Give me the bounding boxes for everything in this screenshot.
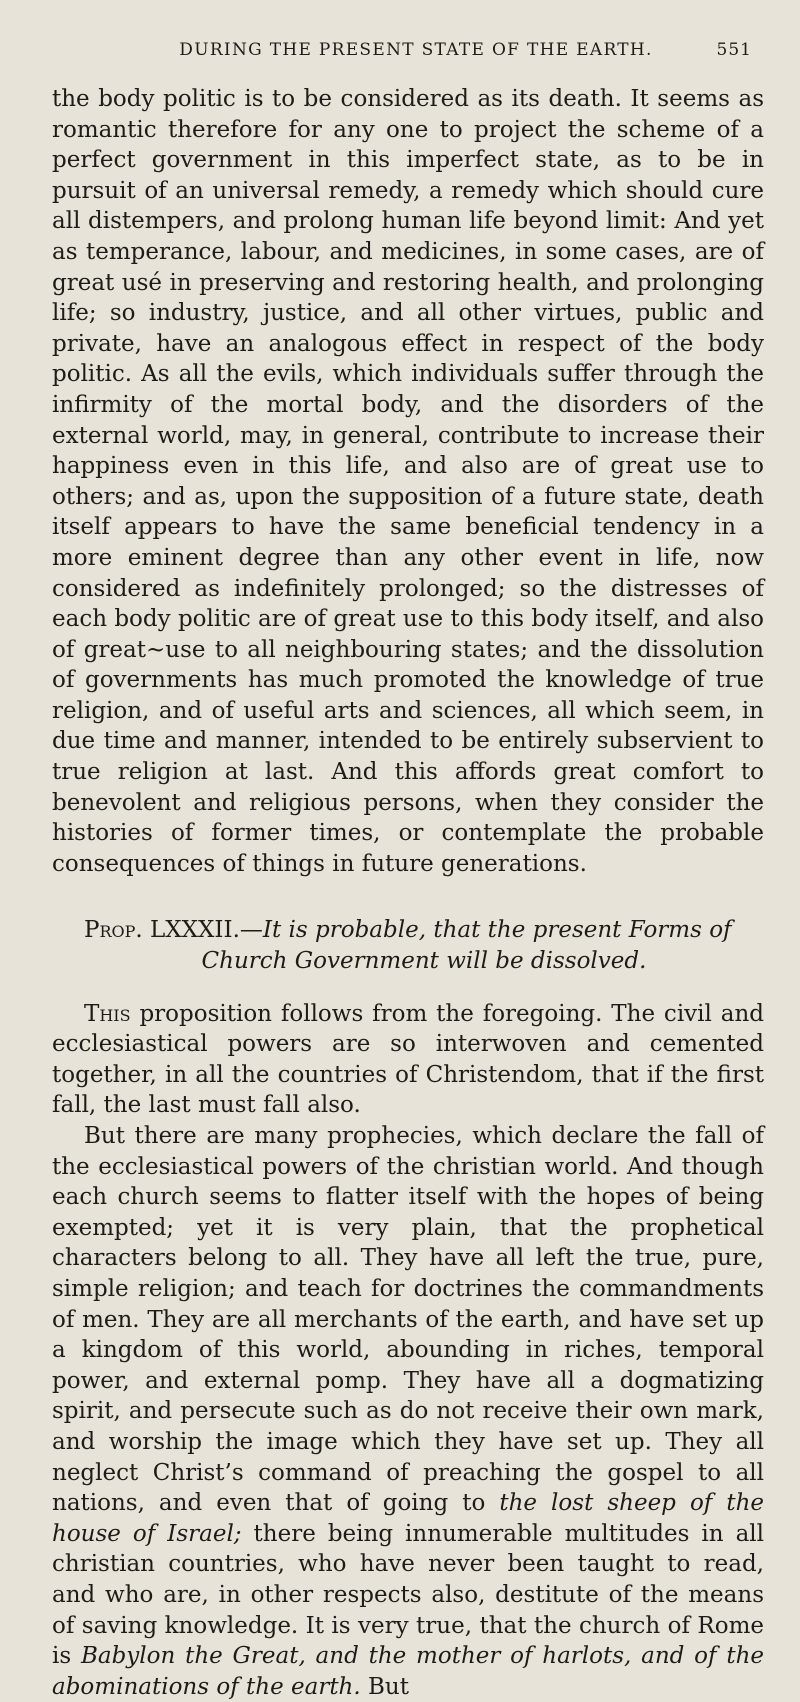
running-title: DURING THE PRESENT STATE OF THE EARTH.: [179, 40, 653, 60]
paragraph-continued: the body politic is to be considered as its death. It seems as romantic therefore for any one to project the scheme of a perfect government in this imperfect state, as to be in pursuit of an universal remedy, a remedy which should cure all distempers, and prolong human life beyond limit: And yet as temperance, labour, and medicines, in some cases, are of great usé in preserving and restoring health, and prolonging life; so industry, justice, and all other virtues, public and private, have an analogous effect in respect of the body politic. As all the evils, which individuals suffer through the infirmity of the mortal body, and the disorders of the external world, may, in general, contribute to increase their happiness even in this life, and also are of great use to others; and as, upon the supposition of a future state, death itself appears to have the same beneficial tendency in a more eminent degree than any other event in life, now considered as indefinitely prolonged; so the distresses of each body politic are of great use to this body itself, and also of great~use to all neighbouring states; and the dissolution of governments has much promoted the knowledge of true religion, and of useful arts and sciences, all which seem, in due time and manner, intended to be entirely subservient to true religion at last. And this affords great comfort to benevolent and religious persons, when they consider the histories of former times, or contemplate the probable consequences of things in future generations.: [52, 86, 764, 877]
proposition-statement-line1: It is probable, that the present Forms of: [262, 917, 732, 944]
paragraph-this-proposition: [52, 999, 764, 1121]
proposition-label: Prop. LXXXII.: [84, 917, 240, 944]
italic-phrase-babylon: Babylon the Great, and the mother of harlots, and of the abominations of the earth.: [52, 1643, 764, 1700]
page-number: 551: [716, 40, 752, 60]
paragraph-prophecies: [52, 1121, 764, 1702]
paragraph-text: proposition follows from the foregoing. The civil and ecclesiastical powers are so interwoven and cemented together, in all the countries of Christendom, that if the first fall, the last must fall also.: [52, 1000, 764, 1119]
paragraph-text-part2: there being innumerable multitudes in all christian countries, who have never been taught to read, and who are, in other respects also, destitute of the means of saving knowledge. It is very true, that the church of Rome is: [52, 1520, 765, 1670]
paragraph-text-part3: But: [360, 1673, 409, 1700]
paragraph-lead-word: This: [84, 1000, 131, 1027]
proposition-statement-line2: Church Government will be dissolved.: [201, 948, 647, 975]
paragraph-text-part1: But there are many prophecies, which declare the fall of the ecclesiastical powers of the christian world. And though each church seems to flatter itself with the hopes of being exempted; yet it is very plain, that the prophetical characters belong to all. They have all left the true, pure, simple religion; and teach for doctrines the commandments of men. They are all merchants of the earth, and have set up a kingdom of this world, abounding in riches, temporal power, and external pomp. They have all a dogmatizing spirit, and persecute such as do not receive their own mark, and worship the image which they have set up. They all neglect Christ’s command of preaching the gospel to all nations, and even that of going to: [52, 1123, 764, 1517]
running-header: [52, 40, 764, 70]
proposition-dash: —: [239, 917, 263, 944]
proposition-heading: [52, 915, 764, 976]
italic-phrase-lost-sheep: the lost sheep of the house of Israel;: [52, 1490, 765, 1547]
page-body: [52, 84, 764, 1702]
